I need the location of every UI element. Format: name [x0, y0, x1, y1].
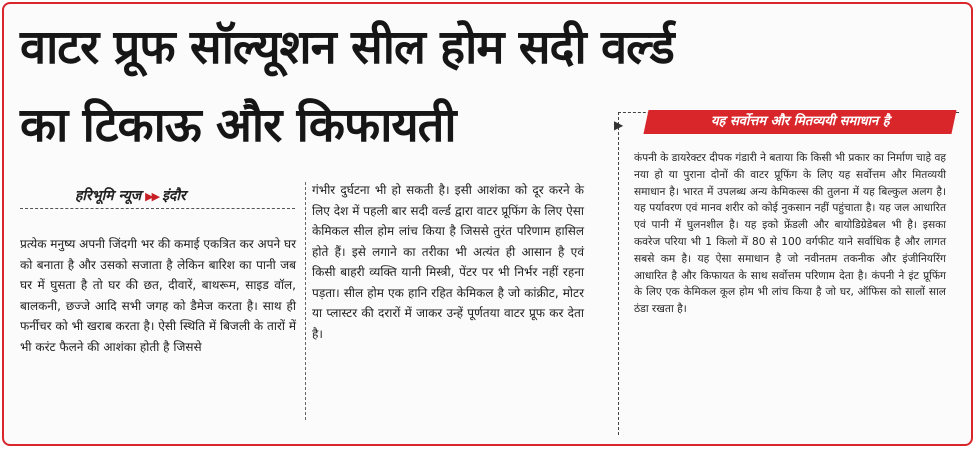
headline-line-1: वाटर प्रूफ सॉल्यूशन सील होम सदी वर्ल्ड	[20, 20, 674, 75]
byline-divider	[20, 208, 295, 209]
byline-city: इंदौर	[162, 188, 186, 204]
article-column-1: प्रत्येक मनुष्य अपनी जिंदगी भर की कमाई एकत्रित कर अपने घर को बनाता है और उसको सजाता है लेकिन बारिश का पानी जब घर में घुसता है तो घर की छत, दीवारें, बाथरूम, साइड वॉल, बालकनी, छज्जे आदि सभी जगह को डैमेज करता है। साथ ही फर्नीचर को भी खराब करता है। ऐसी स्थिति में बिजली के तारों में भी करंट फैलने की आशंका होती है जिससे	[20, 237, 296, 354]
headline-line-2: का टिकाऊ और किफायती	[20, 98, 456, 153]
byline-source: हरिभूमि न्यूज	[75, 188, 142, 204]
byline-arrows-icon: ▶▶	[145, 190, 159, 203]
article-column-2: गंभीर दुर्घटना भी हो सकती है। इसी आशंका को दूर करने के लिए देश में पहली बार सदी वर्ल्ड द्वारा वाटर प्रूफिंग के लिए ऐसा केमिकल सील होम लांच किया है जिससे तुरंत परिणाम हासिल होते हैं। इसे लगाने का तरीका भी अत्यंत ही आसान है एवं किसी बाहरी व्यक्ति यानी मिस्त्री, पेंटर पर भी निर्भर नहीं रहना पड़ता। सील होम एक हानि रहित केमिकल है जो कांक्रीट, मोटर या प्लास्टर की दरारों में जाकर उन्हें पूर्णतया वाटर प्रूफ कर देता है।	[312, 183, 584, 341]
sidebar-title-banner	[643, 110, 956, 134]
sidebar-title: यह सर्वोत्तम और मितव्ययी समाधान है	[710, 114, 890, 129]
sidebar-text: कंपनी के डायरेक्टर दीपक गंडारी ने बताया कि किसी भी प्रकार का निर्माण चाहे वह नया हो या पुराना दोनों की वाटर प्रूफिंग के लिए यह सर्वोत्तम और मितव्ययी समाधान है। भारत में उपलब्ध अन्य केमिकल्स की तुलना में यह बिल्कुल अलग है। यह पर्यावरण एवं मानव शरीर को कोई नुकसान नहीं पहुंचाता है। यह जल आधारित एवं पानी में घुलनशील है। यह इको फ्रेंडली और बायोडिग्रेडेबल भी है। इसका कवरेज परिया भी 1 किलो में 80 से 100 वर्गफीट याने सर्वाधिक है और लागत सबसे कम है। यह ऐसा समाधान है जो नवीनतम तकनीक और इंजीनियरिंग आधारित है और किफायत के साथ सर्वोत्तम परिणाम देता है। कंपनी ने इंट प्रूफिंग के लिए एक केमिकल कूल होम भी लांच किया है जो घर, ऑफिस को सालों साल ठंडा रखता है।	[634, 152, 946, 316]
column-divider	[305, 182, 306, 420]
arrow-right-icon: ▶	[614, 118, 624, 132]
byline	[75, 186, 186, 205]
